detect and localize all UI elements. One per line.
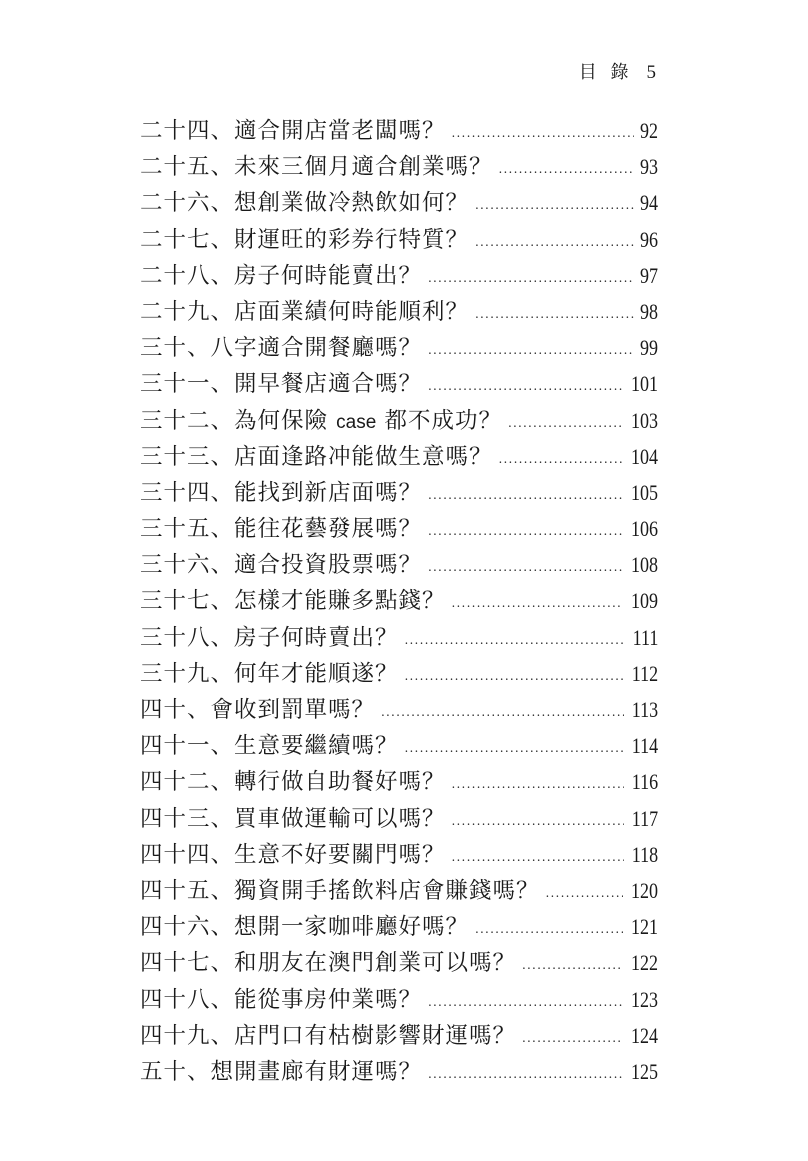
- toc-entry-page: 105: [630, 479, 658, 505]
- dot-leader: [452, 585, 623, 621]
- dot-leader: [405, 658, 624, 694]
- toc-entry-number: 三十九、: [140, 660, 235, 687]
- dot-leader: [522, 1020, 623, 1056]
- toc-entry: [140, 547, 658, 583]
- toc-entry: [140, 185, 658, 221]
- toc-entry-number: 四十、: [140, 697, 211, 723]
- toc-entry-title-latin: case: [336, 411, 377, 433]
- toc-entry-number: 三十三、: [140, 443, 235, 470]
- toc-entry-page: 98: [639, 298, 658, 324]
- toc-entry-number: 四十六、: [140, 914, 235, 941]
- toc-entry: [140, 1054, 658, 1090]
- toc-entry: [140, 656, 658, 692]
- toc-entry-number: 四十七、: [140, 950, 235, 977]
- toc-entry: [140, 837, 658, 873]
- dot-leader: [428, 477, 623, 513]
- toc-entry-number: 三十二、: [140, 407, 235, 434]
- toc-entry-number: 四十四、: [140, 841, 235, 868]
- toc-entry-page: 112: [631, 660, 658, 686]
- toc-entry-title: 房子何時能賣出？: [234, 262, 423, 289]
- dot-leader: [428, 549, 623, 585]
- toc-entry-title: 買車做運輸可以嗎？: [234, 805, 446, 832]
- toc-entry: [140, 330, 658, 366]
- toc-entry-number: 三十四、: [140, 479, 235, 506]
- toc-entry-title: 適合投資股票嗎？: [234, 552, 423, 579]
- toc-entry: [140, 511, 658, 547]
- dot-leader: [522, 947, 623, 983]
- header-page-number: 5: [646, 62, 656, 83]
- dot-leader: [428, 332, 634, 368]
- toc-entry-page: 99: [639, 335, 658, 361]
- toc-entry-number: 三十六、: [140, 552, 235, 579]
- dot-leader: [475, 224, 634, 260]
- toc-entry: [140, 403, 658, 439]
- table-of-contents: [140, 113, 658, 1090]
- toc-entry: [140, 764, 658, 800]
- toc-entry-title: 八字適合開餐廳嗎？: [210, 335, 423, 362]
- toc-entry-number: 四十五、: [140, 877, 235, 904]
- toc-entry-number: 三十、: [140, 335, 211, 362]
- toc-entry-title: 店面業績何時能順利？: [234, 298, 470, 325]
- toc-entry: [140, 945, 658, 981]
- toc-entry-page: 121: [630, 914, 658, 940]
- toc-entry-number: 四十二、: [140, 769, 235, 796]
- toc-entry-title: 能找到新店面嗎？: [234, 479, 423, 506]
- toc-entry-number: 三十八、: [140, 624, 235, 651]
- dot-leader: [428, 513, 623, 549]
- dot-leader: [452, 766, 624, 802]
- dot-leader: [428, 368, 623, 404]
- dot-leader: [428, 260, 634, 296]
- toc-entry-title: 想開畫廊有財運嗎？: [210, 1058, 423, 1085]
- toc-entry-number: 四十三、: [140, 805, 235, 832]
- toc-entry-title: 生意不好要關門嗎？: [234, 841, 446, 868]
- toc-entry-title: 店面逢路冲能做生意嗎？: [234, 443, 493, 470]
- toc-entry-number: 二十九、: [140, 298, 235, 325]
- dot-leader: [546, 875, 623, 911]
- dot-leader: [452, 803, 624, 839]
- running-header: [579, 58, 656, 84]
- toc-entry: [140, 728, 658, 764]
- toc-entry-title: 店門口有枯樹影響財運嗎？: [234, 1022, 517, 1049]
- toc-entry-title: 和朋友在澳門創業可以嗎？: [234, 950, 517, 977]
- toc-entry-title: 房子何時賣出？: [234, 624, 399, 651]
- toc-entry-title: 想創業做冷熱飲如何？: [234, 190, 470, 217]
- toc-entry-title: 生意要繼續嗎？: [234, 733, 399, 760]
- toc-entry-page: 114: [631, 733, 658, 759]
- toc-entry-page: 94: [639, 190, 658, 216]
- toc-entry-number: 三十一、: [140, 371, 235, 398]
- toc-entry: [140, 583, 658, 619]
- toc-entry-title: 會收到罰單嗎？: [210, 697, 376, 723]
- toc-entry-page: 122: [630, 950, 658, 976]
- toc-entry-page: 117: [631, 805, 658, 831]
- dot-leader: [475, 187, 634, 223]
- toc-entry: [140, 692, 658, 728]
- toc-entry-title: 何年才能順遂？: [234, 660, 399, 687]
- toc-entry-number: 三十七、: [140, 588, 235, 615]
- toc-entry-page: 124: [630, 1022, 658, 1048]
- toc-entry: [140, 366, 658, 402]
- toc-entry-title: 財運旺的彩券行特質？: [234, 226, 470, 253]
- toc-entry-number: 二十四、: [140, 118, 235, 144]
- toc-entry-title: 獨資開手搖飲料店會賺錢嗎？: [234, 877, 540, 904]
- toc-entry-number: 二十五、: [140, 154, 235, 181]
- dot-leader: [452, 115, 634, 151]
- toc-entry: [140, 801, 658, 837]
- dot-leader: [428, 984, 623, 1020]
- dot-leader: [405, 622, 625, 658]
- toc-entry-page: 93: [639, 154, 658, 180]
- toc-entry: [140, 982, 658, 1018]
- toc-entry-page: 116: [631, 769, 658, 795]
- toc-entry-page: 108: [630, 552, 658, 578]
- toc-entry-page: 106: [630, 516, 658, 542]
- dot-leader: [508, 405, 623, 441]
- dot-leader: [499, 151, 634, 187]
- toc-entry-page: 123: [630, 986, 658, 1012]
- toc-entry-title-part: 都不成功？: [376, 407, 502, 434]
- toc-entry: [140, 439, 658, 475]
- toc-entry: [140, 475, 658, 511]
- toc-entry: [140, 620, 658, 656]
- toc-entry-title: 怎樣才能賺多點錢？: [234, 588, 446, 615]
- toc-entry-page: 118: [631, 841, 658, 867]
- dot-leader: [405, 730, 624, 766]
- toc-entry-title: 能從事房仲業嗎？: [234, 986, 423, 1013]
- toc-entry-page: 96: [639, 226, 658, 252]
- toc-entry-page: 125: [630, 1058, 658, 1084]
- toc-entry-number: 二十六、: [140, 190, 235, 217]
- header-title: 目 錄: [578, 62, 633, 83]
- toc-entry-page: 101: [630, 371, 658, 397]
- dot-leader: [499, 441, 623, 477]
- toc-entry-title: 能往花藝發展嗎？: [234, 516, 423, 543]
- toc-entry: [140, 222, 658, 258]
- toc-entry-page: 120: [630, 877, 658, 903]
- toc-entry-number: 五十、: [140, 1058, 211, 1085]
- toc-entry-page: 97: [639, 262, 658, 288]
- toc-entry-number: 二十八、: [140, 262, 235, 289]
- dot-leader: [428, 1056, 623, 1092]
- dot-leader: [475, 296, 634, 332]
- toc-entry-number: 二十七、: [140, 226, 235, 253]
- dot-leader: [381, 694, 624, 730]
- toc-entry-title: 轉行做自助餐好嗎？: [234, 769, 446, 796]
- toc-entry: [140, 258, 658, 294]
- toc-entry-number: 四十一、: [140, 733, 235, 760]
- toc-entry-title: 想開一家咖啡廳好嗎？: [234, 914, 470, 941]
- toc-entry-page: 104: [630, 443, 658, 469]
- toc-entry: [140, 294, 658, 330]
- toc-entry-title: 開早餐店適合嗎？: [234, 371, 423, 398]
- toc-entry-number: 三十五、: [140, 516, 235, 543]
- toc-entry: [140, 113, 658, 149]
- toc-entry-title-part: 為何保險: [234, 407, 337, 434]
- toc-entry: [140, 1018, 658, 1054]
- toc-entry-page: 111: [632, 624, 658, 650]
- toc-entry-title: 未來三個月適合創業嗎？: [234, 154, 493, 181]
- toc-entry: [140, 873, 658, 909]
- toc-entry-title: 適合開店當老闆嗎？: [234, 118, 446, 144]
- toc-entry-number: 四十八、: [140, 986, 235, 1013]
- toc-entry: [140, 909, 658, 945]
- toc-entry-title: [234, 403, 502, 441]
- dot-leader: [475, 911, 623, 947]
- dot-leader: [452, 839, 624, 875]
- toc-entry-page: 103: [630, 407, 658, 433]
- toc-entry-page: 92: [639, 118, 658, 143]
- toc-entry: [140, 149, 658, 185]
- toc-entry-number: 四十九、: [140, 1022, 235, 1049]
- toc-entry-page: 113: [631, 697, 658, 722]
- toc-entry-page: 109: [630, 588, 658, 614]
